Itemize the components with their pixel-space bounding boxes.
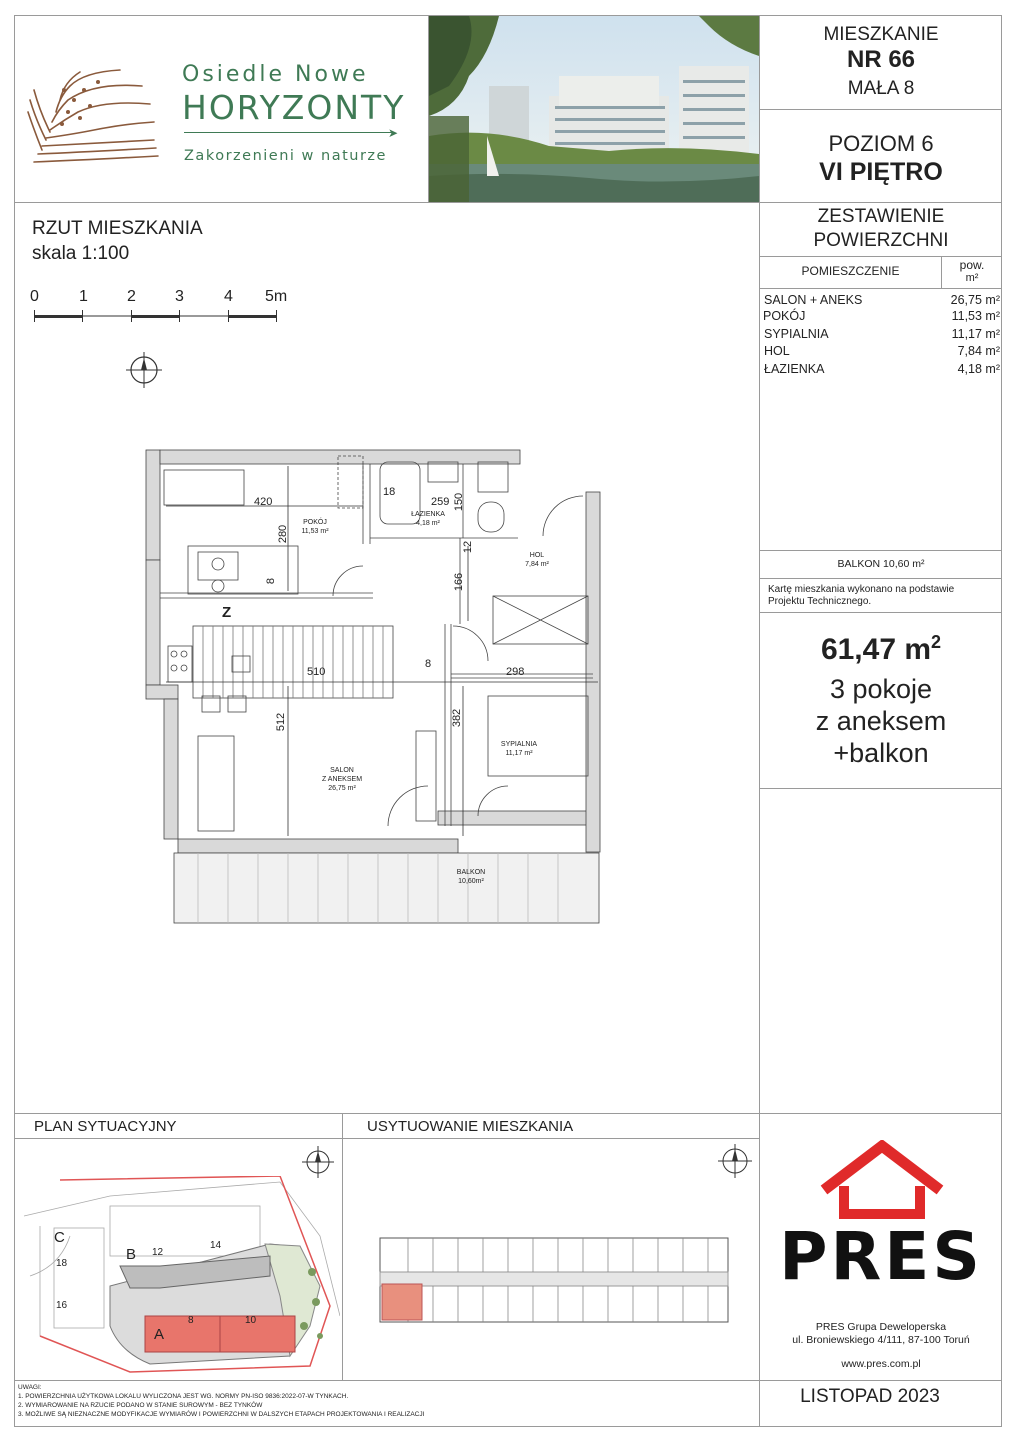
- room-name: SYPIALNIA: [500, 741, 538, 748]
- site-number-label: 8: [188, 1315, 194, 1326]
- willow-tree-logo-icon: [24, 60, 164, 168]
- area-row: [764, 344, 1000, 361]
- fridge-label: Z: [222, 604, 232, 621]
- room-label-sypialnia: [494, 740, 544, 758]
- dimension-label: 166: [453, 572, 466, 592]
- area-row-value: 4,18 m²: [957, 362, 1000, 376]
- room-area: 11,17 m²: [505, 750, 533, 757]
- area-row: [764, 309, 1000, 326]
- north-arrow-icon: [718, 1144, 752, 1178]
- apartment-number: NR 66: [846, 46, 916, 73]
- site-building-label-a: A: [154, 1326, 165, 1343]
- dimension-label: 298: [506, 666, 525, 678]
- total-area-value: 61,47 m: [820, 633, 932, 666]
- room-name: BALKON: [456, 869, 486, 876]
- dimension-label: 510: [307, 666, 326, 678]
- brand-name-line2: HORYZONTY: [182, 88, 406, 127]
- room-label-pokoj: [290, 518, 340, 536]
- area-table-title-line2: POWIERZCHNI: [813, 230, 949, 251]
- apartment-level: POZIOM 6: [828, 131, 934, 156]
- dimension-label: 259: [431, 496, 450, 508]
- document-date: LISTOPAD 2023: [800, 1386, 940, 1407]
- north-arrow-icon: [126, 352, 162, 388]
- area-row-value: 7,84 m²: [957, 344, 1000, 358]
- building-floor-outline: [378, 1236, 732, 1326]
- room-label-balkon: [446, 868, 496, 886]
- note-item: 2. WYMIAROWANIE NA RZUCIE PODANO W STANIE SUROWYM - BEZ TYNKÓW: [18, 1402, 263, 1409]
- site-plan-map: [20, 1176, 340, 1374]
- area-table-col-room: POMIESZCZENIE: [801, 264, 900, 278]
- site-number-label: 12: [152, 1247, 164, 1258]
- total-area-unit-sup: 2: [931, 632, 942, 652]
- company-address: ul. Broniewskiego 4/111, 87-100 Toruń: [792, 1334, 970, 1346]
- room-name-2: Z ANEKSEM: [321, 776, 363, 783]
- company-web-link[interactable]: www.pres.com.pl: [841, 1358, 921, 1370]
- plan-scale: skala 1:100: [32, 243, 130, 264]
- room-area: 10,60m²: [458, 878, 484, 885]
- area-row-value: 11,17 m²: [951, 327, 1000, 341]
- dimension-label: 512: [275, 712, 288, 732]
- room-name: ŁAZIENKA: [411, 511, 445, 518]
- notes: [18, 1383, 753, 1419]
- room-label-salon: [312, 766, 372, 793]
- dimension-label: 18: [383, 486, 396, 498]
- scale-tick-label: 3: [175, 288, 184, 305]
- location-title: USYTUOWANIE MIESZKANIA: [367, 1118, 574, 1135]
- area-row-name: POKÓJ: [763, 309, 806, 323]
- apartment-label: MIESZKANIE: [823, 24, 939, 45]
- room-name: HOL: [529, 552, 545, 559]
- site-number-label: 18: [56, 1258, 68, 1269]
- floor-plan-drawing: [138, 446, 608, 932]
- area-row-name: SYPIALNIA: [764, 327, 829, 341]
- site-building-label-b: B: [126, 1246, 137, 1263]
- apartment-street: MAŁA 8: [847, 78, 915, 99]
- area-row-name: HOL: [764, 344, 790, 358]
- area-table-col-area-unit: m²: [965, 272, 979, 284]
- site-building-label-c: C: [54, 1229, 65, 1246]
- area-row: [764, 362, 1000, 379]
- brand-name-line1: Osiedle Nowe: [182, 62, 369, 87]
- area-table-note: Kartę mieszkania wykonano na podstawie Projektu Technicznego.: [768, 584, 955, 607]
- scale-tick-label: 2: [127, 288, 136, 305]
- room-label-hol: [512, 551, 562, 569]
- apartment-floor: VI PIĘTRO: [819, 158, 943, 186]
- dimension-label: 150: [453, 492, 466, 512]
- site-plan-title: PLAN SYTUACYJNY: [34, 1118, 177, 1135]
- dimension-label: 8: [265, 577, 278, 585]
- note-item: 1. POWIERZCHNIA UŻYTKOWA LOKALU WYLICZONA JEST WG. NORMY PN-ISO 9836:2022-07-W TYNKACH.: [18, 1393, 349, 1400]
- brand-tagline: Zakorzenieni w naturze: [184, 148, 387, 164]
- room-name: POKÓJ: [303, 519, 327, 526]
- area-row-value: 11,53 m²: [951, 309, 1000, 323]
- room-label-lazienka: [403, 510, 453, 528]
- dimension-label: 420: [254, 496, 273, 508]
- rooms-count: 3 pokoje: [829, 674, 933, 704]
- scale-tick-label: 4: [224, 288, 233, 305]
- site-number-label: 16: [56, 1300, 68, 1311]
- kitchen-info: z aneksem: [815, 706, 947, 736]
- area-table-title-line1: ZESTAWIENIE: [817, 206, 945, 227]
- north-arrow-icon: [302, 1146, 334, 1178]
- scale-tick-label: 1: [79, 288, 88, 305]
- room-area: 7,84 m²: [525, 561, 549, 568]
- building-render-image: [429, 16, 759, 202]
- room-area: 26,75 m²: [328, 785, 356, 792]
- area-row: [764, 327, 1000, 344]
- room-name: SALON: [330, 767, 354, 774]
- total-area: [760, 632, 1002, 667]
- pres-logo-text: PRES: [779, 1218, 983, 1295]
- area-row-name: SALON + ANEKS: [764, 293, 863, 307]
- area-row-name: ŁAZIENKA: [764, 362, 825, 376]
- site-number-label: 14: [210, 1240, 222, 1251]
- dimension-label: 382: [451, 708, 464, 728]
- balcony-info: +balkon: [833, 738, 929, 768]
- dimension-label: 12: [462, 540, 475, 554]
- area-row-value: 26,75 m²: [950, 293, 1000, 307]
- area-row: [764, 293, 1000, 310]
- area-table-col-area: pow.: [959, 258, 985, 272]
- balcony-area: BALKON 10,60 m²: [837, 558, 925, 570]
- room-area: 4,18 m²: [416, 520, 440, 527]
- scale-tick-label: 0: [30, 288, 39, 305]
- pres-house-roof-icon: [820, 1140, 944, 1220]
- room-area: 11,53 m²: [301, 528, 329, 535]
- arrow-right-icon: ➤: [388, 126, 399, 140]
- company-name: PRES Grupa Deweloperska: [815, 1321, 947, 1333]
- brand-underline: [184, 132, 392, 133]
- plan-title: RZUT MIESZKANIA: [32, 218, 203, 239]
- dimension-label: 280: [277, 524, 290, 544]
- notes-title: UWAGI:: [18, 1384, 42, 1391]
- site-number-label: 10: [245, 1315, 257, 1326]
- scale-tick-label: 5m: [265, 288, 288, 305]
- note-item: 3. MOŻLIWE SĄ NIEZNACZNE MODYFIKACJE WYMIARÓW I POWIERZCHNI W DALSZYCH ETAPACH PROJEKTOWANIA I REALIZACJI: [18, 1411, 425, 1418]
- dimension-label: 8: [425, 658, 432, 670]
